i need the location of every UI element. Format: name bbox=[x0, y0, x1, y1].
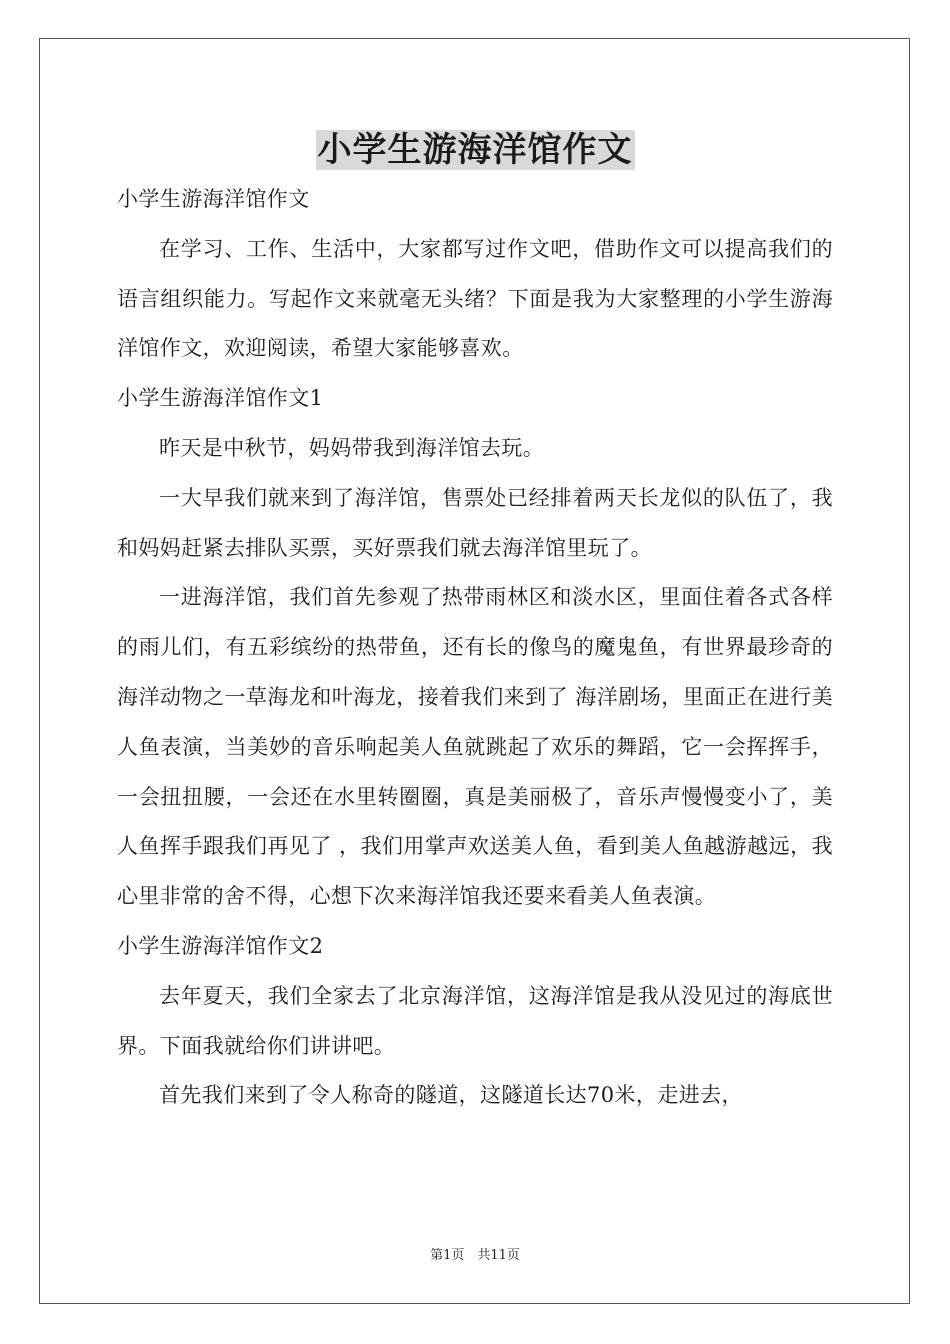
section-heading: 小学生游海洋馆作文1 bbox=[117, 386, 324, 411]
document-title bbox=[0, 124, 950, 176]
section-heading: 小学生游海洋馆作文 bbox=[117, 187, 310, 211]
body-paragraph: 昨天是中秋节，妈妈带我到海洋馆去玩。 bbox=[159, 435, 545, 460]
document-title-text: 小学生游海洋馆作文 bbox=[317, 130, 633, 170]
body-paragraph: 一进海洋馆，我们首先参观了热带雨林区和淡水区，里面住着各式各样的雨儿们，有五彩缤纷的热带鱼，还有长的像鸟的魔鬼鱼，有世界最珍奇的海洋动物之一草海龙和叶海龙，接着我们来到了 海洋剧场，里面正在进行美人鱼表演，当美妙的音乐响起美人鱼就跳起了欢乐的舞蹈，它一会挥挥手，一会扭扭腰，一会还在水里转圈圈，真是美丽极了，音乐声慢慢变小了，美人鱼挥手跟我们再见了 ，我们用掌声欢送美人鱼，看到美人鱼越游越远，我心里非常的舍不得，心想下次来海洋馆我还要来看美人鱼表演。 bbox=[117, 585, 833, 909]
body-paragraph: 一大早我们就来到了海洋馆，售票处已经排着两天长龙似的队伍了，我和妈妈赶紧去排队买票，买好票我们就去海洋馆里玩了。 bbox=[117, 485, 833, 560]
document-body bbox=[117, 175, 833, 1121]
page-number-footer: 第1页 共11页 bbox=[430, 1248, 520, 1263]
body-paragraph: 去年夏天，我们全家去了北京海洋馆，这海洋馆是我从没见过的海底世界。下面我就给你们讲讲吧。 bbox=[117, 983, 833, 1058]
body-paragraph: 首先我们来到了令人称奇的隧道，这隧道长达70米，走进去， bbox=[159, 1083, 743, 1108]
section-heading: 小学生游海洋馆作文2 bbox=[117, 933, 324, 958]
body-paragraph: 在学习、工作、生活中，大家都写过作文吧，借助作文可以提高我们的语言组织能力。写起作文来就毫无头绪？下面是我为大家整理的小学生游海洋馆作文，欢迎阅读，希望大家能够喜欢。 bbox=[117, 236, 833, 361]
